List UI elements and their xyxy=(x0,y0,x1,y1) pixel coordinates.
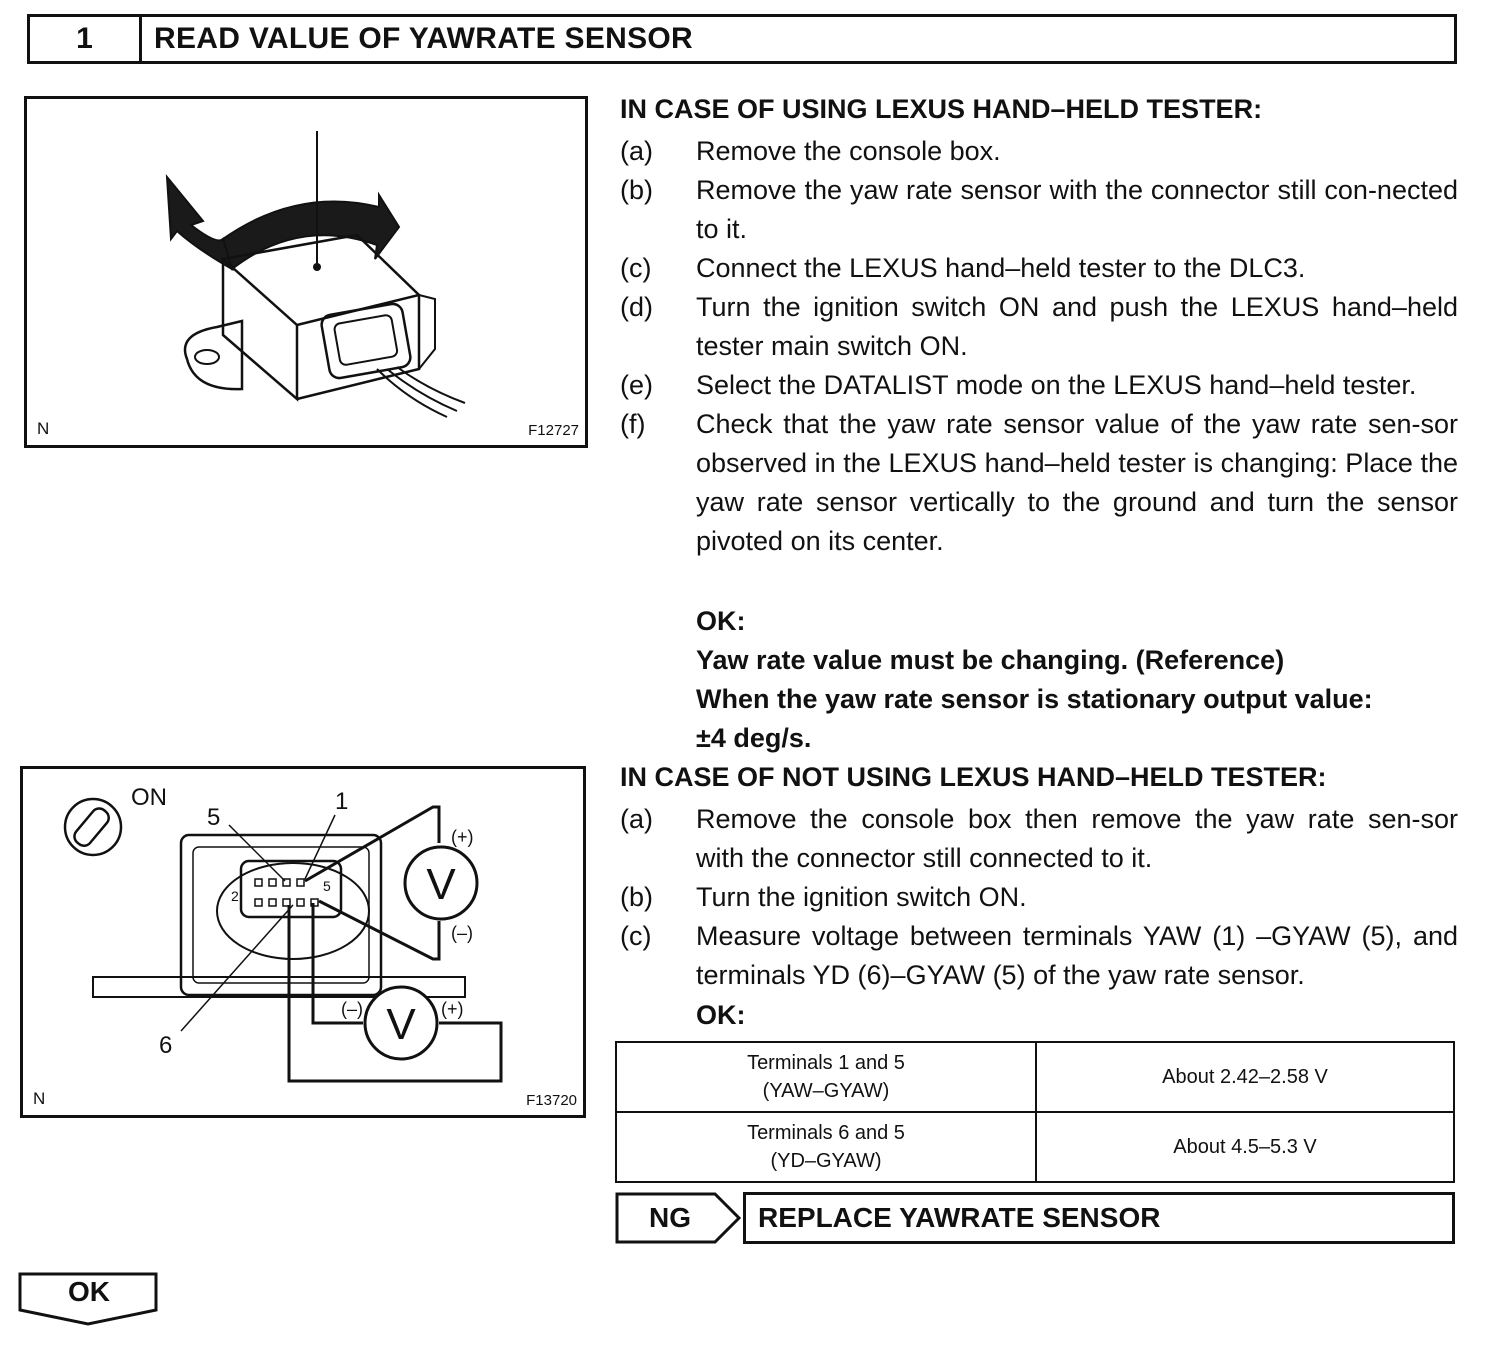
table-cell: About 4.5–5.3 V xyxy=(1036,1112,1454,1182)
table-cell: Terminals 6 and 5 (YD–GYAW) xyxy=(616,1112,1036,1182)
svg-text:(–): (–) xyxy=(341,999,363,1019)
section-title-not-using-tester: IN CASE OF NOT USING LEXUS HAND–HELD TESTER: xyxy=(620,762,1327,792)
list-item: (a) Remove the console box. xyxy=(620,136,1001,166)
ignition-on-label: ON xyxy=(131,784,167,811)
step-title: READ VALUE OF YAWRATE SENSOR xyxy=(154,22,694,55)
voltage-measurement-drawing xyxy=(23,769,583,1115)
figure-corner-label: N xyxy=(37,419,50,438)
ng-flow xyxy=(615,1192,1455,1244)
figure-yaw-rate-sensor xyxy=(24,96,588,448)
rotation-arrow-icon xyxy=(167,177,399,269)
ok-criteria-using-tester xyxy=(696,602,1373,758)
svg-text:V: V xyxy=(426,860,456,909)
ok-criteria-line: ±4 deg/s. xyxy=(696,723,812,753)
ok-criteria-line: Yaw rate value must be changing. (Reference) xyxy=(696,645,1285,675)
figure-id: F12727 xyxy=(528,422,579,439)
ok-label: OK: xyxy=(696,606,746,636)
steps-not-using-tester xyxy=(620,800,1458,995)
svg-text:(+): (+) xyxy=(451,827,474,847)
ok-label: OK: xyxy=(696,1000,746,1030)
list-item: (b) Turn the ignition switch ON. xyxy=(620,882,1027,912)
step-header xyxy=(27,14,1457,64)
svg-text:V: V xyxy=(386,1000,416,1049)
table-cell: About 2.42–2.58 V xyxy=(1036,1042,1454,1112)
ok-label: OK xyxy=(68,1276,110,1307)
table-cell: Terminals 1 and 5 (YAW–GYAW) xyxy=(616,1042,1036,1112)
table-row xyxy=(616,1042,1454,1112)
list-item: (a) Remove the console box then remove the yaw rate sen-sor with the connector still connected to it. xyxy=(620,804,1458,873)
figure-voltage-measurement xyxy=(20,766,586,1118)
yaw-rate-sensor-drawing xyxy=(27,99,585,445)
section-title-using-tester: IN CASE OF USING LEXUS HAND–HELD TESTER: xyxy=(620,94,1263,124)
svg-text:(–): (–) xyxy=(451,923,473,943)
steps-using-tester xyxy=(620,132,1458,561)
voltmeter-upper-icon xyxy=(405,847,477,919)
ignition-switch-icon xyxy=(65,799,121,855)
ng-action: REPLACE YAWRATE SENSOR xyxy=(743,1192,1455,1244)
svg-text:5: 5 xyxy=(323,878,331,894)
list-item: (f) Check that the yaw rate sensor value of the yaw rate sen-sor observed in the LEXUS hand–held tester is changing: Place the yaw rate sensor vertically to the ground and turn the sensor pivoted on its center. xyxy=(620,409,1458,556)
ng-label: NG xyxy=(649,1202,691,1233)
step-number: 1 xyxy=(30,17,142,61)
terminal-6-label: 6 xyxy=(159,1032,173,1059)
list-item: (c) Measure voltage between terminals YAW (1) –GYAW (5), and terminals YD (6)–GYAW (5) of the yaw rate sensor. xyxy=(620,921,1458,990)
ok-flow xyxy=(18,1272,160,1326)
svg-text:2: 2 xyxy=(231,888,239,904)
terminal-1-label: 1 xyxy=(335,788,349,815)
list-item: (d) Turn the ignition switch ON and push the LEXUS hand–held tester main switch ON. xyxy=(620,292,1458,361)
table-row xyxy=(616,1112,1454,1182)
list-item: (b) Remove the yaw rate sensor with the connector still con-nected to it. xyxy=(620,175,1458,244)
svg-text:(+): (+) xyxy=(441,999,464,1019)
figure-id: F13720 xyxy=(526,1092,577,1109)
list-item: (c) Connect the LEXUS hand–held tester to the DLC3. xyxy=(620,253,1306,283)
terminal-5-label: 5 xyxy=(207,804,221,831)
ok-criteria-line: When the yaw rate sensor is stationary output value: xyxy=(696,684,1373,714)
list-item: (e) Select the DATALIST mode on the LEXUS hand–held tester. xyxy=(620,370,1417,400)
voltmeter-lower-icon xyxy=(365,987,437,1059)
figure-corner-label: N xyxy=(33,1089,46,1108)
spec-table xyxy=(615,1041,1455,1183)
